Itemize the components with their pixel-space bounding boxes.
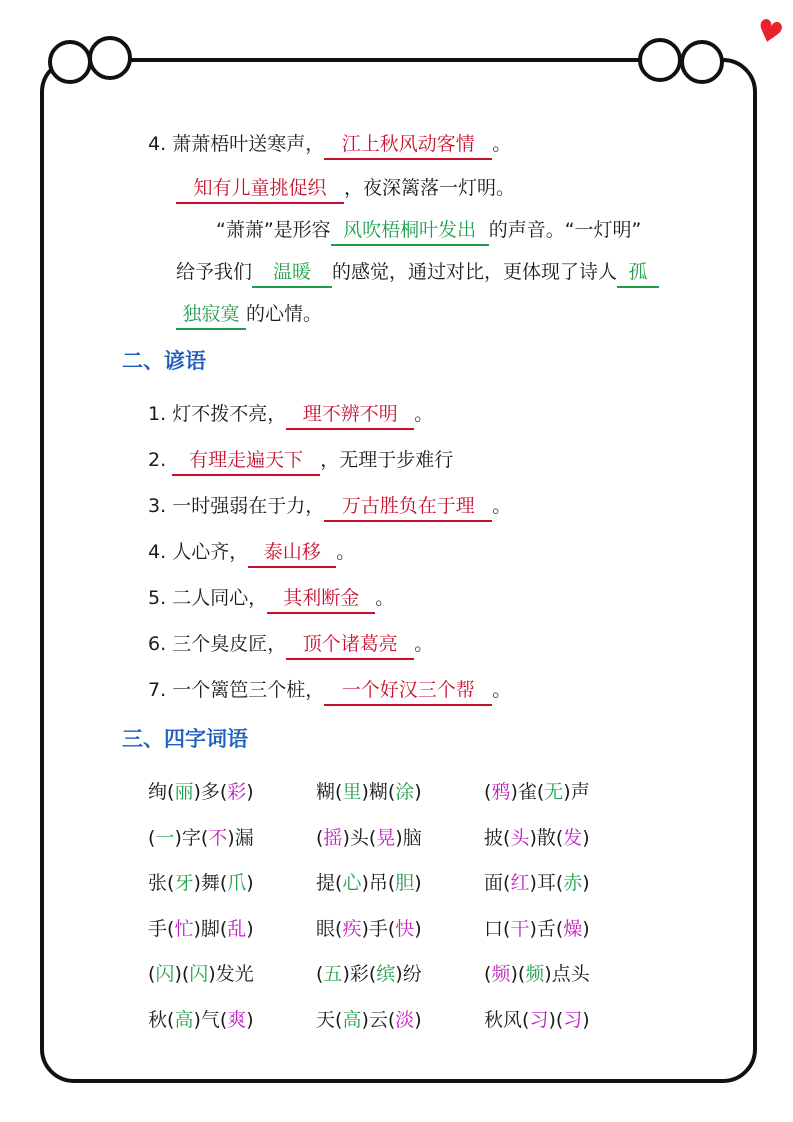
- idiom-text: )散(: [529, 826, 564, 849]
- idiom-text: )舌(: [529, 917, 564, 940]
- q4-line-4: [176, 258, 659, 288]
- proverb-text: 一时强弱在于力，: [172, 495, 325, 517]
- idiom-text: 糊: [316, 781, 336, 803]
- q4-prompt-4: 的感觉，通过对比，更体现了诗人: [332, 261, 618, 283]
- idiom-text: ): [414, 872, 422, 894]
- idiom-answer: 频: [525, 963, 545, 985]
- proverb-text: 一个篱笆三个桩，: [172, 679, 325, 701]
- proverb-end: 。: [414, 633, 434, 655]
- idiom-text: (: [484, 963, 492, 985]
- idiom-text: )纷: [395, 963, 422, 985]
- q4-line-5: [176, 300, 322, 330]
- proverb-answer: 其利断金: [267, 584, 375, 614]
- idiom-answer: 闪: [189, 963, 209, 985]
- proverb-answer: 理不辨不明: [286, 400, 414, 430]
- idiom-answer: 干: [510, 917, 530, 940]
- idiom-text: (: [316, 963, 324, 985]
- proverb-number: 7.: [148, 679, 167, 701]
- idiom-text: )头(: [342, 826, 377, 849]
- proverb-end: ，无理于步难行: [320, 449, 454, 471]
- idiom-answer: 习: [529, 1008, 549, 1031]
- proverb-text: 灯不拨不亮，: [172, 403, 287, 425]
- idiom-text: (: [522, 1008, 530, 1031]
- frame-curl-right-2: [680, 40, 724, 84]
- idiom-item: [316, 824, 422, 852]
- idiom-text: ): [246, 781, 254, 803]
- idiom-answer: 心: [342, 872, 362, 894]
- section-2-label: 二、谚语: [122, 349, 206, 373]
- idiom-text: (: [167, 1008, 175, 1031]
- proverb-answer: 万古胜负在于理: [324, 492, 492, 522]
- proverb-6: [148, 630, 433, 660]
- idiom-item: [484, 915, 590, 943]
- idiom-text: 秋风: [484, 1008, 523, 1031]
- proverb-number: 2.: [148, 449, 167, 471]
- idiom-item: [484, 824, 590, 852]
- idiom-answer: 乱: [227, 917, 247, 940]
- proverb-end: 。: [492, 495, 512, 517]
- idiom-text: ): [582, 917, 590, 940]
- idiom-text: (: [484, 781, 492, 803]
- idiom-text: )脚(: [193, 917, 228, 940]
- idiom-answer: 牙: [174, 872, 194, 894]
- proverb-5: [148, 584, 394, 614]
- idiom-text: (: [148, 963, 156, 985]
- proverb-answer: 一个好汉三个帮: [324, 676, 492, 706]
- idiom-item: [316, 869, 422, 897]
- idiom-answer: 高: [342, 1008, 362, 1031]
- proverb-answer: 有理走遍天下: [172, 446, 320, 476]
- idiom-text: )(: [174, 963, 190, 985]
- proverb-end: 。: [492, 679, 512, 701]
- idiom-item: [148, 960, 254, 988]
- idiom-answer: 爽: [227, 1008, 247, 1031]
- idiom-answer: 丽: [174, 781, 194, 803]
- idiom-item: [484, 869, 590, 897]
- idiom-text: ): [582, 872, 590, 894]
- idiom-text: 天: [316, 1008, 336, 1031]
- idiom-text: (: [335, 781, 343, 803]
- idiom-answer: 高: [174, 1008, 194, 1031]
- idiom-item: [148, 915, 254, 943]
- idiom-answer: 习: [563, 1008, 583, 1031]
- proverb-3: [148, 492, 511, 522]
- proverb-number: 3.: [148, 495, 167, 517]
- idiom-text: )声: [563, 781, 590, 803]
- idiom-text: (: [167, 872, 175, 894]
- idiom-answer: 头: [510, 826, 530, 849]
- idiom-text: )吊(: [361, 872, 396, 894]
- idiom-answer: 不: [208, 826, 228, 849]
- section-2-title: [122, 346, 206, 376]
- idiom-item: [148, 824, 254, 852]
- idiom-item: [148, 869, 254, 897]
- idiom-text: 手: [148, 917, 168, 940]
- proverb-end: 。: [375, 587, 395, 609]
- section-3-title: [122, 724, 248, 754]
- idiom-text: )点头: [544, 963, 590, 985]
- q4-line-2: [176, 174, 515, 204]
- idiom-text: 提: [316, 872, 336, 894]
- idiom-text: ): [246, 1008, 254, 1031]
- idiom-item: [316, 1006, 422, 1034]
- idiom-answer: 红: [510, 872, 530, 894]
- idiom-text: ): [582, 1008, 590, 1031]
- idiom-text: ): [246, 872, 254, 894]
- idiom-answer: 五: [323, 963, 343, 985]
- frame-curl-left-2: [88, 36, 132, 80]
- proverb-text: 人心齐，: [172, 541, 249, 563]
- idiom-text: (: [503, 872, 511, 894]
- idiom-item: [484, 1006, 590, 1034]
- idiom-answer: 里: [342, 781, 362, 803]
- idiom-answer: 频: [491, 963, 511, 985]
- q4-answer-3: 风吹梧桐叶发出: [331, 216, 489, 246]
- idiom-answer: 晃: [376, 826, 396, 849]
- q4-period: 。: [492, 133, 512, 155]
- idiom-text: ): [414, 781, 422, 803]
- q4-prompt-1: “萧萧”是形容: [216, 219, 331, 241]
- idiom-answer: 赤: [563, 872, 583, 894]
- proverb-text: 二人同心，: [172, 587, 268, 609]
- idiom-answer: 缤: [376, 963, 396, 985]
- idiom-text: )耳(: [529, 872, 564, 894]
- idiom-answer: 爪: [227, 872, 247, 894]
- proverb-4: [148, 538, 355, 568]
- idiom-text: ): [414, 917, 422, 940]
- q4-answer-5b: 独寂寞: [176, 300, 246, 330]
- idiom-text: (: [503, 917, 511, 940]
- idiom-text: )云(: [361, 1008, 396, 1031]
- idiom-answer: 无: [544, 781, 564, 803]
- q4-line-3: [216, 216, 641, 246]
- idiom-item: [316, 778, 422, 806]
- q4-answer-4: 温暖: [252, 258, 332, 288]
- idiom-text: )字(: [174, 826, 209, 849]
- idiom-text: )雀(: [510, 781, 545, 803]
- idiom-text: )糊(: [361, 781, 396, 803]
- idiom-answer: 一: [155, 826, 175, 849]
- proverb-1: [148, 400, 433, 430]
- idiom-text: )(: [510, 963, 526, 985]
- idiom-answer: 淡: [395, 1008, 415, 1031]
- idiom-text: (: [335, 1008, 343, 1031]
- idiom-answer: 彩: [227, 781, 247, 803]
- q4-answer-5a: 孤: [617, 258, 659, 288]
- idiom-text: )气(: [193, 1008, 228, 1031]
- idiom-text: )彩(: [342, 963, 377, 985]
- q4-prompt-3: 给予我们: [176, 261, 253, 283]
- idiom-answer: 忙: [174, 917, 194, 940]
- idiom-text: ): [246, 917, 254, 940]
- idiom-item: [148, 778, 254, 806]
- q4-text: 萧萧梧叶送寒声，: [172, 133, 325, 155]
- idiom-text: )舞(: [193, 872, 228, 894]
- frame-curl-left: [48, 40, 92, 84]
- q4-line-1: [148, 130, 511, 160]
- idiom-text: ): [414, 1008, 422, 1031]
- idiom-text: 面: [484, 872, 504, 894]
- idiom-answer: 鸦: [491, 781, 511, 803]
- idiom-answer: 胆: [395, 872, 415, 894]
- idiom-answer: 燥: [563, 917, 583, 940]
- idiom-text: (: [503, 826, 511, 849]
- idiom-item: [484, 960, 590, 988]
- idiom-item: [148, 1006, 254, 1034]
- idiom-text: (: [335, 872, 343, 894]
- idiom-text: 张: [148, 872, 168, 894]
- idiom-answer: 闪: [155, 963, 175, 985]
- frame-curl-right: [638, 38, 682, 82]
- idiom-item: [316, 960, 422, 988]
- heart-icon: ♥: [752, 12, 788, 53]
- proverb-end: 。: [414, 403, 434, 425]
- proverb-number: 5.: [148, 587, 167, 609]
- idiom-text: (: [148, 826, 156, 849]
- idiom-text: ): [582, 826, 590, 849]
- q4-number: 4.: [148, 133, 167, 155]
- idiom-text: (: [167, 781, 175, 803]
- proverb-7: [148, 676, 511, 706]
- idiom-text: 眼: [316, 917, 336, 940]
- idiom-text: (: [335, 917, 343, 940]
- idiom-text: (: [316, 826, 324, 849]
- proverb-end: 。: [336, 541, 356, 563]
- q4-answer-1: 江上秋风动客情: [324, 130, 492, 160]
- idiom-text: (: [167, 917, 175, 940]
- idiom-item: [316, 915, 422, 943]
- idiom-text: )漏: [227, 826, 254, 849]
- proverb-text: 三个臭皮匠，: [172, 633, 287, 655]
- idiom-text: 口: [484, 917, 504, 940]
- idiom-text: 秋: [148, 1008, 168, 1031]
- proverb-answer: 泰山移: [248, 538, 336, 568]
- proverb-2: [148, 446, 453, 476]
- q4-text-2: ，夜深篱落一灯明。: [344, 177, 516, 199]
- idiom-answer: 发: [563, 826, 583, 849]
- idiom-answer: 快: [395, 917, 415, 940]
- idiom-text: )发光: [208, 963, 254, 985]
- proverb-number: 6.: [148, 633, 167, 655]
- idiom-text: 绚: [148, 781, 168, 803]
- q4-prompt-5: 的心情。: [246, 303, 323, 325]
- proverb-answer: 顶个诸葛亮: [286, 630, 414, 660]
- section-3-label: 三、四字词语: [122, 727, 248, 751]
- idiom-item: [484, 778, 590, 806]
- q4-answer-2: 知有儿童挑促织: [176, 174, 344, 204]
- idiom-text: )脑: [395, 826, 422, 849]
- idiom-text: 披: [484, 826, 504, 849]
- q4-prompt-2: 的声音。“一灯明”: [488, 219, 642, 241]
- idiom-answer: 涂: [395, 781, 415, 803]
- idiom-answer: 摇: [323, 826, 343, 849]
- proverb-number: 1.: [148, 403, 167, 425]
- idiom-text: )(: [548, 1008, 564, 1031]
- proverb-number: 4.: [148, 541, 167, 563]
- idiom-answer: 疾: [342, 917, 362, 940]
- idiom-text: )多(: [193, 781, 228, 803]
- idiom-text: )手(: [361, 917, 396, 940]
